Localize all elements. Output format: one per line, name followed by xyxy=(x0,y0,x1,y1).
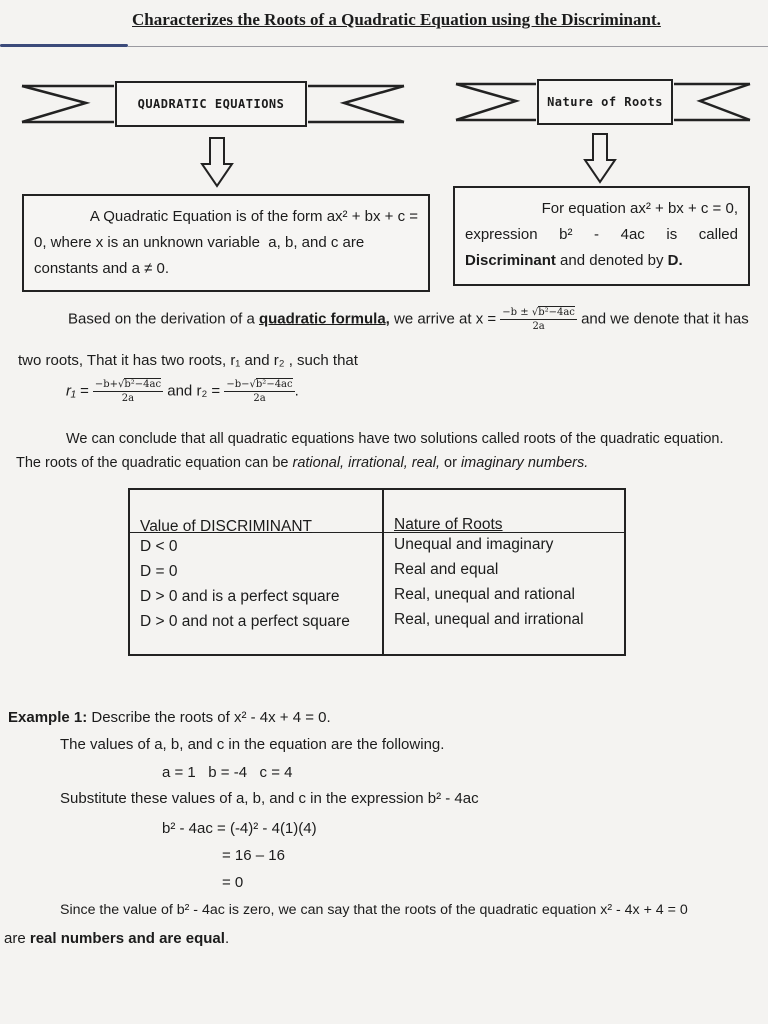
example-line-1: The values of a, b, and c in the equation are the following. xyxy=(60,736,445,753)
r1-numerator-a: −b+√ xyxy=(94,379,125,390)
example-line-3: Substitute these values of a, b, and c in the expression b² - 4ac xyxy=(60,790,479,807)
formula-radicand: b²−4ac xyxy=(538,307,575,318)
example-values: a = 1 b = -4 c = 4 xyxy=(162,764,293,781)
title-accent-bar xyxy=(0,44,128,47)
table-cell-condition: D > 0 and is a perfect square xyxy=(140,588,340,605)
derivation-line-2: two roots, That it has two roots, r₁ and r₂ , such that xyxy=(18,352,358,369)
derivation-intro: Based on the derivation of a xyxy=(68,310,259,328)
conclusion-or: or xyxy=(440,455,461,471)
discriminant-line-3 xyxy=(465,248,738,274)
discriminant-line-2: expression b² - 4ac is called xyxy=(465,226,738,243)
r2-denominator: 2a xyxy=(253,393,266,404)
derivation-after: and we denote that it has xyxy=(576,310,749,328)
conclusion-line-2 xyxy=(16,450,588,476)
table-header-discriminant: Value of DISCRIMINANT xyxy=(140,518,312,535)
title-divider xyxy=(128,46,768,47)
example-prompt: Describe the roots of x² - 4x + 4 = 0. xyxy=(87,709,331,726)
example-label: Example 1: xyxy=(8,709,88,726)
discriminant-definition-box xyxy=(453,186,750,286)
derivation-mid: we arrive at x = xyxy=(389,310,497,328)
r2-label: and r₂ = xyxy=(167,382,221,400)
table-cell-nature: Unequal and imaginary xyxy=(394,536,554,553)
table-nature-column xyxy=(394,532,584,632)
example-step-3: = 0 xyxy=(222,874,244,891)
table-column-divider xyxy=(382,490,384,654)
table-cell-condition: D < 0 xyxy=(140,538,178,555)
table-discriminant-column xyxy=(140,534,350,634)
discriminant-line-1: For equation ax² + bx + c = 0, xyxy=(541,200,738,217)
r1-numerator xyxy=(93,378,163,392)
table-header-nature: Nature of Roots xyxy=(394,516,503,533)
table-cell-nature: Real, unequal and rational xyxy=(394,586,575,603)
example-heading xyxy=(8,705,331,731)
table-cell-nature: Real and equal xyxy=(394,561,499,578)
conclusion-line-2-start: The roots of the quadratic equation can be xyxy=(16,455,293,471)
roots-period: . xyxy=(294,382,299,400)
example-step-1: b² - 4ac = (-4)² - 4(1)(4) xyxy=(162,820,317,837)
example-conclusion-end: . xyxy=(224,930,230,947)
example-answer: real numbers and are equal xyxy=(29,930,225,947)
r1-fraction xyxy=(93,378,163,405)
conclusion-line-1: We can conclude that all quadratic equations have two solutions called roots of the quadratic equation. xyxy=(66,431,724,447)
quadratic-definition-box xyxy=(22,194,430,292)
r1-label: r₁ = xyxy=(66,382,89,400)
right-banner-label: Nature of Roots xyxy=(547,95,663,109)
r2-numerator-a: −b−√ xyxy=(226,379,256,390)
r1-denominator: 2a xyxy=(121,393,135,404)
discriminant-term: Discriminant xyxy=(465,252,556,269)
r2-fraction xyxy=(224,378,294,405)
left-down-arrow-icon xyxy=(200,136,234,190)
right-down-arrow-icon xyxy=(583,132,617,186)
r1-radicand: b²−4ac xyxy=(124,379,162,390)
example-conclusion-start: are xyxy=(4,930,30,947)
discriminant-table xyxy=(128,488,626,656)
table-cell-condition: D > 0 and not a perfect square xyxy=(140,613,350,630)
page-title: Characterizes the Roots of a Quadratic Equation using the Discriminant. xyxy=(132,10,661,29)
number-types: rational, irrational, real, xyxy=(292,455,440,471)
table-cell-condition: D = 0 xyxy=(140,563,178,580)
example-step-2: = 16 – 16 xyxy=(222,847,285,864)
formula-numerator-a: −b ± √ xyxy=(502,307,539,318)
definition-line-3: constants and a ≠ 0. xyxy=(34,260,169,277)
formula-numerator xyxy=(500,306,577,320)
definition-line-2: 0, where x is an unknown variable a, b, and c are xyxy=(34,234,365,251)
definition-line-1: A Quadratic Equation is of the form ax² + bx + c = xyxy=(89,208,418,225)
example-conclusion-line-1: Since the value of b² - 4ac is zero, we can say that the roots of the quadratic equation x² - 4x + 4 = 0 xyxy=(60,902,688,918)
formula-denominator: 2a xyxy=(532,321,545,332)
quadratic-formula-fraction xyxy=(500,306,577,333)
left-banner-label: QUADRATIC EQUATIONS xyxy=(137,97,285,111)
r2-radicand: b²−4ac xyxy=(255,379,293,390)
discriminant-symbol: D. xyxy=(667,252,683,269)
roots-formulas xyxy=(66,378,299,405)
imaginary-numbers: imaginary numbers. xyxy=(460,455,589,471)
derivation-line-1 xyxy=(68,306,749,333)
quadratic-formula-term: quadratic formula, xyxy=(258,310,390,328)
example-conclusion-line-2 xyxy=(4,926,229,952)
r2-numerator xyxy=(224,378,294,392)
discriminant-line-3-text: and denoted by xyxy=(555,252,668,269)
table-cell-nature: Real, unequal and irrational xyxy=(394,611,584,628)
